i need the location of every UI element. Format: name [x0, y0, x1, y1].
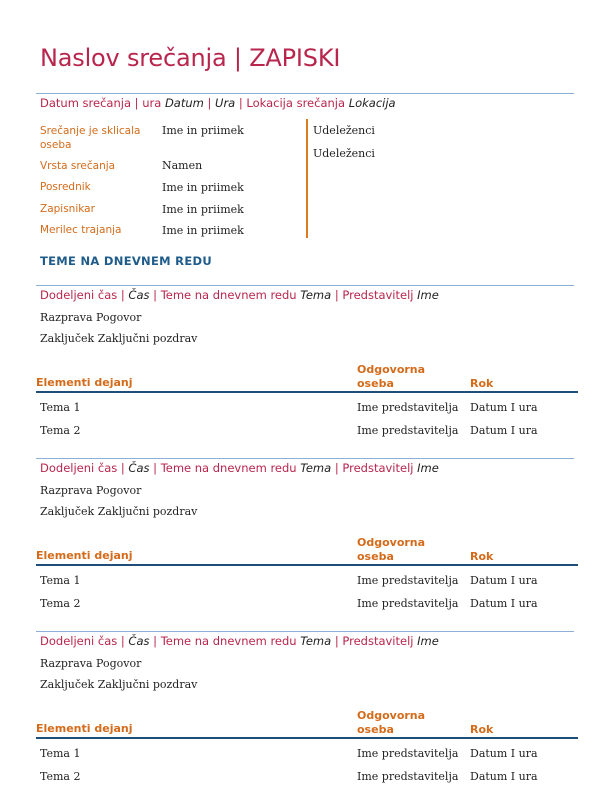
table-cell-item: Tema 1 [40, 574, 81, 587]
topic-value: Tema [300, 634, 332, 648]
detail-label: Merilec trajanja [40, 224, 122, 236]
conclusion-text: Zaključek Zaključni pozdrav [40, 332, 198, 345]
page-title: Naslov srečanja | ZAPISKI [40, 44, 341, 72]
agenda-meta-line: Dodeljeni čas | Čas | Teme na dnevnem redu Tema | Predstavitelj Ime [40, 288, 439, 302]
agenda-meta-line: Dodeljeni čas | Čas | Teme na dnevnem redu Tema | Predstavitelj Ime [40, 461, 439, 475]
topic-label: Teme na dnevnem redu [160, 461, 297, 475]
table-cell-person: Ime predstavitelja [357, 770, 459, 783]
table-header-items: Elementi dejanj [36, 549, 133, 562]
table-header-items: Elementi dejanj [36, 722, 133, 735]
detail-label: Srečanje je sklicala oseba [40, 125, 141, 151]
divider [36, 285, 574, 286]
divider [36, 458, 574, 459]
table-cell-person: Ime predstavitelja [357, 747, 459, 760]
table-cell-due: Datum I ura [470, 597, 538, 610]
agenda-heading: TEME NA DNEVNEM REDU [40, 254, 212, 268]
table-cell-due: Datum I ura [470, 574, 538, 587]
detail-label: Posrednik [40, 181, 91, 193]
attendees-item: Udeleženci [313, 147, 375, 160]
attendees-divider [306, 119, 308, 238]
time-value: Čas [128, 461, 150, 475]
table-cell-person: Ime predstavitelja [357, 401, 459, 414]
time-value: Ura [215, 96, 236, 110]
table-cell-item: Tema 1 [40, 401, 81, 414]
time-label: Dodeljeni čas [40, 461, 118, 475]
detail-value: Namen [162, 159, 203, 172]
table-header-rule [36, 564, 578, 566]
table-header-person: Odgovorna oseba [357, 363, 426, 390]
table-cell-item: Tema 2 [40, 424, 81, 437]
presenter-label: Predstavitelj [342, 634, 414, 648]
table-header-rule [36, 737, 578, 739]
time-label: Dodeljeni čas [40, 288, 118, 302]
location-value: Lokacija [348, 96, 396, 110]
table-header-due: Rok [470, 377, 494, 390]
table-cell-due: Datum I ura [470, 747, 538, 760]
time-label: ura [142, 96, 162, 110]
conclusion-text: Zaključek Zaključni pozdrav [40, 505, 198, 518]
presenter-value: Ime [417, 634, 439, 648]
table-header-due: Rok [470, 550, 494, 563]
detail-label: Zapisnikar [40, 203, 95, 215]
table-cell-person: Ime predstavitelja [357, 574, 459, 587]
time-value: Čas [128, 288, 150, 302]
table-cell-due: Datum I ura [470, 424, 538, 437]
presenter-label: Predstavitelj [342, 461, 414, 475]
presenter-label: Predstavitelj [342, 288, 414, 302]
table-header-rule [36, 391, 578, 393]
topic-value: Tema [300, 288, 332, 302]
time-value: Čas [128, 634, 150, 648]
table-cell-due: Datum I ura [470, 401, 538, 414]
divider [36, 93, 574, 94]
date-label: Datum srečanja [40, 96, 132, 110]
presenter-value: Ime [417, 461, 439, 475]
table-cell-item: Tema 2 [40, 597, 81, 610]
time-label: Dodeljeni čas [40, 634, 118, 648]
table-header-items: Elementi dejanj [36, 376, 133, 389]
table-header-person: Odgovorna oseba [357, 709, 426, 736]
detail-label: Vrsta srečanja [40, 160, 116, 172]
discussion-text: Razprava Pogovor [40, 311, 142, 324]
topic-label: Teme na dnevnem redu [160, 288, 297, 302]
detail-value: Ime in priimek [162, 124, 244, 137]
meeting-meta-line: Datum srečanja | ura Datum | Ura | Lokacija srečanja Lokacija [40, 96, 396, 110]
divider [36, 631, 574, 632]
detail-value: Ime in priimek [162, 203, 244, 216]
detail-value: Ime in priimek [162, 224, 244, 237]
topic-value: Tema [300, 461, 332, 475]
table-cell-person: Ime predstavitelja [357, 424, 459, 437]
table-cell-person: Ime predstavitelja [357, 597, 459, 610]
table-cell-due: Datum I ura [470, 770, 538, 783]
discussion-text: Razprava Pogovor [40, 484, 142, 497]
presenter-value: Ime [417, 288, 439, 302]
detail-value: Ime in priimek [162, 181, 244, 194]
location-label: Lokacija srečanja [246, 96, 346, 110]
date-value: Datum [164, 96, 204, 110]
table-header-due: Rok [470, 723, 494, 736]
attendees-item: Udeleženci [313, 124, 375, 137]
topic-label: Teme na dnevnem redu [160, 634, 297, 648]
agenda-meta-line: Dodeljeni čas | Čas | Teme na dnevnem redu Tema | Predstavitelj Ime [40, 634, 439, 648]
conclusion-text: Zaključek Zaključni pozdrav [40, 678, 198, 691]
table-cell-item: Tema 1 [40, 747, 81, 760]
table-header-person: Odgovorna oseba [357, 536, 426, 563]
table-cell-item: Tema 2 [40, 770, 81, 783]
discussion-text: Razprava Pogovor [40, 657, 142, 670]
